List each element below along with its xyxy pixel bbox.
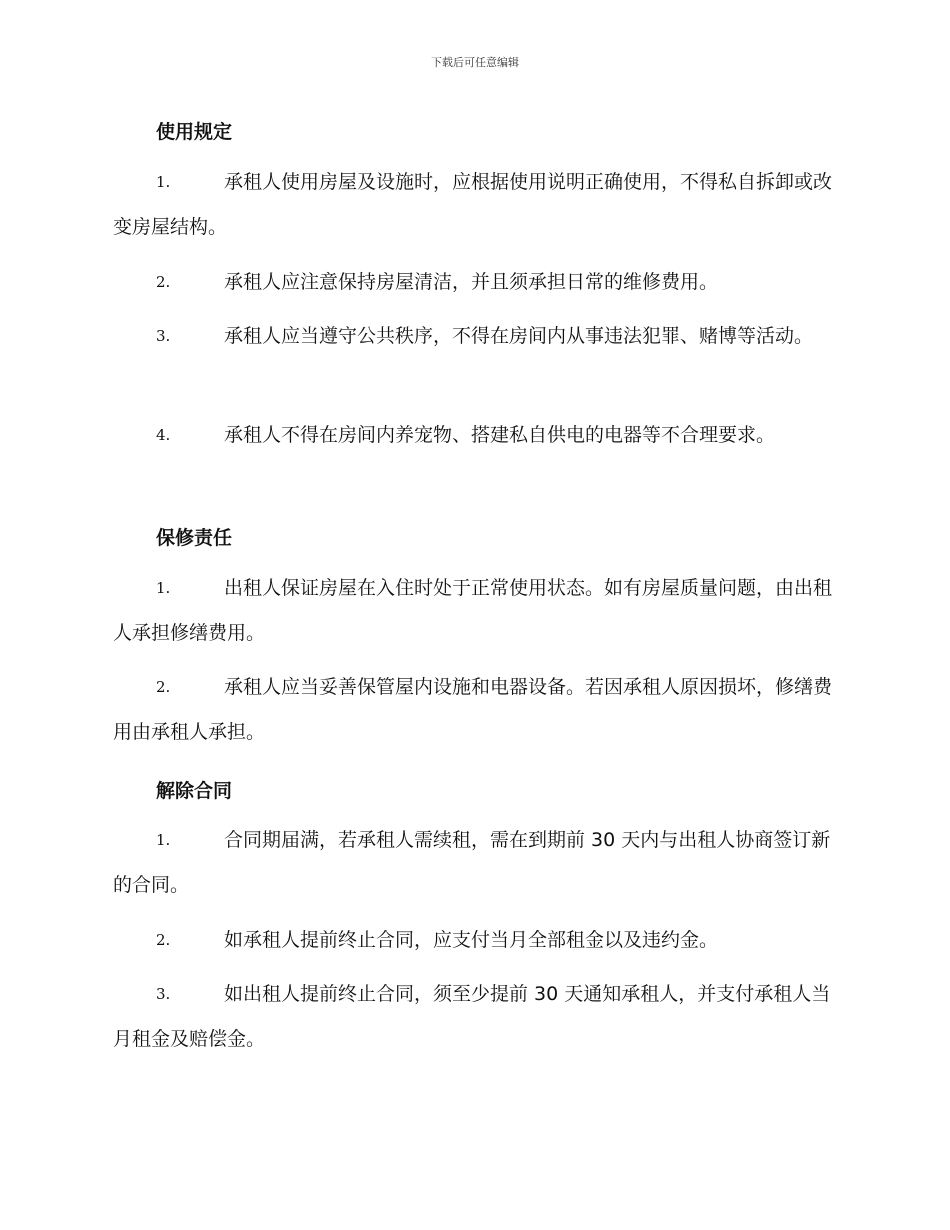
item-number: 4. bbox=[156, 426, 171, 444]
item-text: 出租人保证房屋在入住时处于正常使用状态。如有房屋质量问题，由出租人承担修缮费用。 bbox=[113, 577, 833, 644]
item-number: 2. bbox=[156, 678, 171, 696]
item-text: 承租人应当妥善保管屋内设施和电器设备。若因承租人原因损坏，修缮费用由承租人承担。 bbox=[113, 676, 833, 743]
item-text: 如承租人提前终止合同，应支付当月全部租金以及违约金。 bbox=[224, 929, 719, 951]
item-number: 1. bbox=[156, 831, 171, 849]
item-number: 1. bbox=[156, 173, 171, 191]
item-text: 承租人使用房屋及设施时，应根据使用说明正确使用，不得私自拆卸或改变房屋结构。 bbox=[113, 171, 833, 238]
list-item bbox=[113, 160, 835, 250]
item-text: 如出租人提前终止合同，须至少提前 30 天通知承租人，并支付承租人当月租金及赔偿金。 bbox=[113, 983, 831, 1050]
item-number: 1. bbox=[156, 579, 171, 597]
item-text: 合同期届满，若承租人需续租，需在到期前 30 天内与出租人协商签订新的合同。 bbox=[113, 829, 831, 896]
item-number: 3. bbox=[156, 985, 171, 1003]
list-item bbox=[113, 972, 835, 1062]
section-heading-usage-rules: 使用规定 bbox=[156, 121, 233, 143]
item-text: 承租人不得在房间内养宠物、搭建私自供电的电器等不合理要求。 bbox=[224, 424, 776, 446]
item-text: 承租人应当遵守公共秩序，不得在房间内从事违法犯罪、赌博等活动。 bbox=[224, 325, 814, 347]
section-heading-termination: 解除合同 bbox=[156, 780, 233, 802]
list-item bbox=[113, 314, 835, 359]
header-note: 下载后可任意编辑 bbox=[431, 56, 519, 69]
list-item bbox=[113, 566, 835, 656]
item-number: 2. bbox=[156, 931, 171, 949]
item-number: 3. bbox=[156, 327, 171, 345]
list-item bbox=[113, 918, 835, 963]
section-heading-warranty: 保修责任 bbox=[156, 527, 233, 549]
list-item bbox=[113, 260, 835, 305]
item-number: 2. bbox=[156, 273, 171, 291]
list-item bbox=[113, 413, 835, 458]
list-item bbox=[113, 818, 835, 908]
item-text: 承租人应注意保持房屋清洁，并且须承担日常的维修费用。 bbox=[224, 271, 719, 293]
list-item bbox=[113, 665, 835, 755]
